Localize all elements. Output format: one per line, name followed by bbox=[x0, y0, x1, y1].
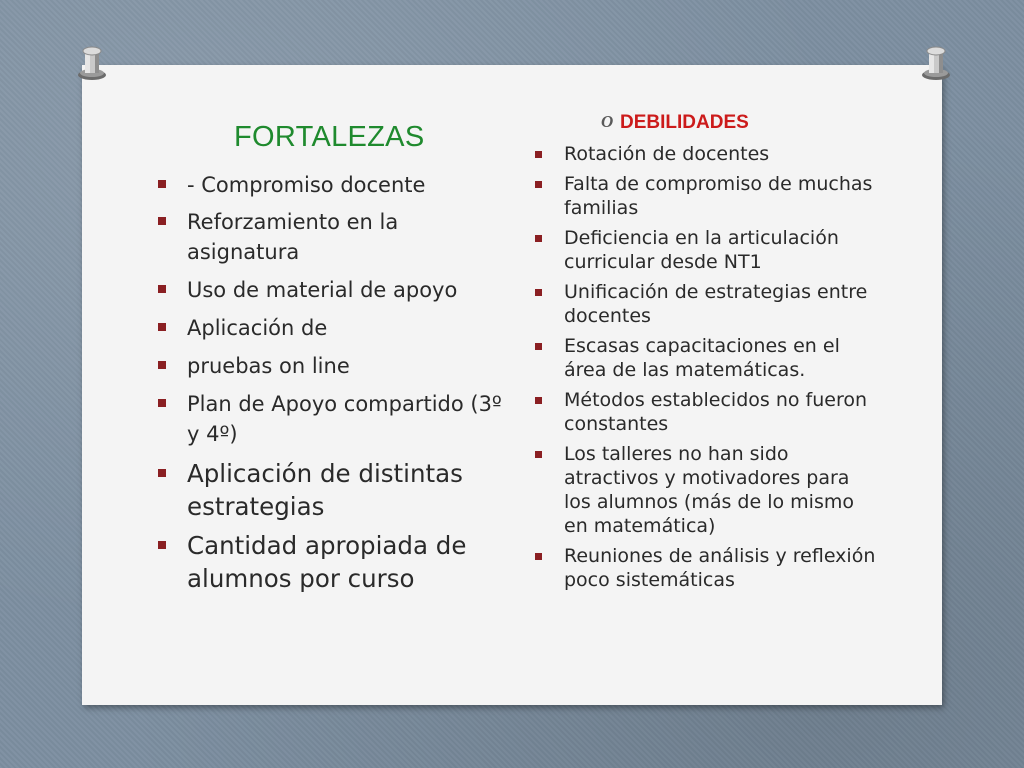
square-bullet-icon bbox=[158, 285, 166, 293]
list-item-text: Deficiencia en la articulación curricular desde NT1 bbox=[564, 227, 839, 273]
list-item-text: Los talleres no han sido atractivos y motivadores para los alumnos (más de lo mismo en matemática) bbox=[564, 443, 854, 537]
square-bullet-icon bbox=[158, 217, 166, 225]
list-item bbox=[535, 544, 880, 592]
square-bullet-icon bbox=[535, 451, 542, 458]
list-item-text: Rotación de docentes bbox=[564, 143, 770, 165]
square-bullet-icon bbox=[158, 323, 166, 331]
debilidades-list bbox=[535, 142, 880, 598]
list-item-text: Unificación de estrategias entre docentes bbox=[564, 281, 868, 327]
list-item bbox=[535, 226, 880, 274]
italic-o-marker: O bbox=[601, 112, 614, 131]
list-item bbox=[535, 172, 880, 220]
list-item-text: Plan de Apoyo compartido (3º y 4º) bbox=[187, 392, 502, 446]
list-item-text: Falta de compromiso de muchas familias bbox=[564, 173, 873, 219]
list-item-text: Aplicación de distintas estrategias bbox=[187, 459, 463, 521]
list-item-text: Uso de material de apoyo bbox=[187, 278, 458, 302]
list-item bbox=[158, 207, 508, 267]
list-item bbox=[158, 457, 508, 523]
list-item-text: Cantidad apropiada de alumnos por curso bbox=[187, 531, 467, 593]
list-item-text: Escasas capacitaciones en el área de las matemáticas. bbox=[564, 335, 840, 381]
list-item-text: - Compromiso docente bbox=[187, 173, 426, 197]
list-item-text: pruebas on line bbox=[187, 354, 350, 378]
square-bullet-icon bbox=[158, 541, 166, 549]
list-item bbox=[535, 280, 880, 328]
square-bullet-icon bbox=[535, 151, 542, 158]
square-bullet-icon bbox=[535, 235, 542, 242]
list-item bbox=[535, 334, 880, 382]
square-bullet-icon bbox=[535, 553, 542, 560]
list-item bbox=[158, 313, 508, 343]
list-item bbox=[158, 529, 508, 595]
debilidades-title-text: DEBILIDADES bbox=[620, 112, 749, 133]
list-item bbox=[158, 389, 508, 449]
square-bullet-icon bbox=[158, 399, 166, 407]
square-bullet-icon bbox=[535, 181, 542, 188]
square-bullet-icon bbox=[158, 180, 166, 188]
pushpin-icon bbox=[914, 42, 958, 86]
list-item bbox=[535, 142, 880, 166]
list-item bbox=[158, 351, 508, 381]
square-bullet-icon bbox=[158, 469, 166, 477]
debilidades-title bbox=[601, 112, 749, 134]
list-item-text: Reforzamiento en la asignatura bbox=[187, 210, 399, 264]
list-item-text: Reuniones de análisis y reflexión poco sistemáticas bbox=[564, 545, 876, 591]
list-item bbox=[158, 170, 508, 200]
list-item bbox=[158, 275, 508, 305]
square-bullet-icon bbox=[535, 289, 542, 296]
pushpin-icon bbox=[70, 42, 114, 86]
list-item bbox=[535, 442, 880, 538]
square-bullet-icon bbox=[535, 343, 542, 350]
fortalezas-title: FORTALEZAS bbox=[234, 121, 425, 153]
square-bullet-icon bbox=[158, 361, 166, 369]
list-item bbox=[535, 388, 880, 436]
fortalezas-list bbox=[158, 170, 508, 601]
list-item-text: Aplicación de bbox=[187, 316, 328, 340]
list-item-text: Métodos establecidos no fueron constantes bbox=[564, 389, 868, 435]
square-bullet-icon bbox=[535, 397, 542, 404]
